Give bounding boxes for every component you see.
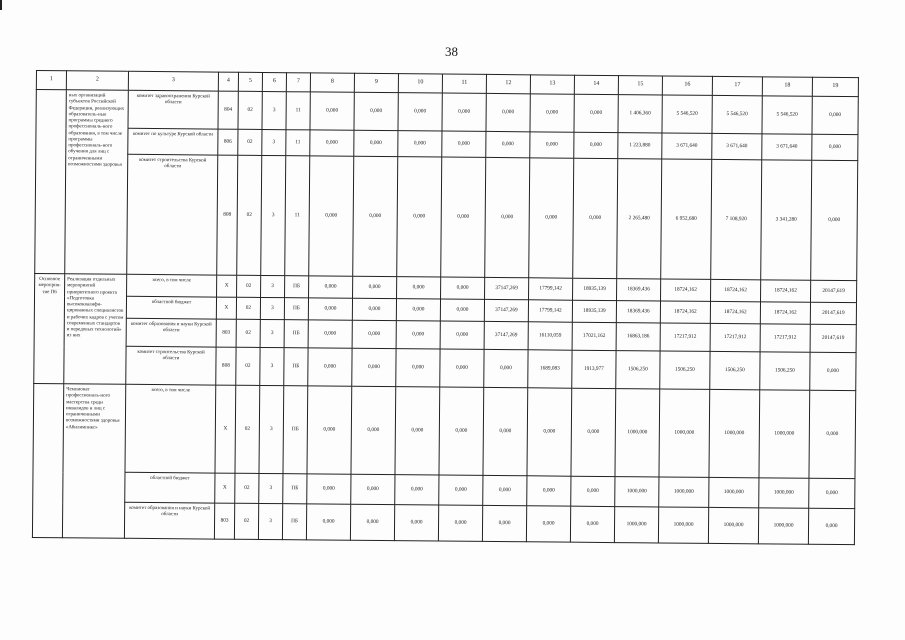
value-cell: 0,000 <box>808 508 854 544</box>
value-cell: 0,000 <box>530 94 574 132</box>
value-cell: 0,000 <box>308 298 352 320</box>
value-cell: 0,000 <box>308 320 352 348</box>
header-cell: 14 <box>574 75 618 94</box>
value-cell: 3 671,640 <box>712 133 762 159</box>
header-cell: 15 <box>618 76 662 95</box>
value-cell: 18369,436 <box>616 301 660 323</box>
value-cell: 0,000 <box>486 131 530 157</box>
value-cell: 0,000 <box>353 156 398 276</box>
value-cell: 02 <box>236 297 260 319</box>
value-cell: ПБ <box>283 386 308 474</box>
value-cell: 18724,162 <box>710 301 760 323</box>
value-cell: 0,000 <box>310 92 354 130</box>
value-cell: 18724,162 <box>760 302 810 324</box>
value-cell: ПБ <box>284 348 308 386</box>
line-item-label: комитет образования и науки Курской области <box>124 502 214 539</box>
header-cell: 1 <box>36 71 66 90</box>
value-cell: ПБ <box>285 276 309 298</box>
value-cell: 3 341,280 <box>761 160 812 280</box>
value-cell: 11 <box>285 156 310 276</box>
value-cell: 5 546,520 <box>712 95 762 133</box>
value-cell: 808 <box>216 347 236 385</box>
value-cell: 16863,186 <box>616 323 660 351</box>
value-cell: 0,000 <box>308 348 352 386</box>
line-item-label: всего, в том числе <box>125 384 216 473</box>
value-cell: ПБ <box>283 474 307 504</box>
value-cell: 1000,000 <box>709 477 759 507</box>
page-number: 38 <box>445 44 458 59</box>
value-cell: 1913,977 <box>572 350 616 388</box>
table-row <box>33 383 856 478</box>
table-row <box>35 154 858 281</box>
measure-description: Чемпионат профессиональ-ного мастерства среди инвалидов и лиц с ограниченными возможностями здоровья «Абилимпикс» <box>62 384 125 539</box>
value-cell: 0,000 <box>527 476 571 506</box>
value-cell: 0,000 <box>526 506 570 542</box>
value-cell: 0,000 <box>352 298 396 320</box>
value-cell: 0,000 <box>529 158 574 278</box>
value-cell: 11 <box>286 130 310 156</box>
value-cell: 1 406,360 <box>618 95 662 133</box>
value-cell: 803 <box>214 503 234 539</box>
value-cell: 1506,250 <box>616 351 660 389</box>
value-cell: 1689,083 <box>528 350 572 388</box>
value-cell: 3 <box>262 129 286 155</box>
value-cell: 1000,000 <box>615 389 660 477</box>
header-cell: 12 <box>486 74 530 93</box>
value-cell: 0,000 <box>352 348 396 386</box>
value-cell: 1000,000 <box>709 389 760 477</box>
value-cell: 0,000 <box>438 505 482 541</box>
value-cell: 0,000 <box>812 96 858 134</box>
header-cell: 4 <box>218 72 238 91</box>
value-cell: 20147,619 <box>810 302 856 324</box>
budget-table <box>32 70 859 545</box>
value-cell: 11 <box>286 92 310 130</box>
value-cell: 0,000 <box>440 321 484 349</box>
value-cell: 18724,162 <box>761 280 811 302</box>
header-cell: 11 <box>442 74 486 93</box>
value-cell: 3 671,640 <box>762 134 812 160</box>
value-cell: 0,000 <box>483 387 528 475</box>
value-cell: 0,000 <box>442 131 486 157</box>
value-cell: 0,000 <box>483 475 527 505</box>
value-cell: 0,000 <box>396 349 440 387</box>
value-cell: 0,000 <box>398 93 442 131</box>
value-cell: 806 <box>218 129 238 155</box>
value-cell: 3 <box>259 473 283 503</box>
value-cell: 6 952,680 <box>661 159 712 279</box>
value-cell: 808 <box>217 155 238 275</box>
value-cell: 0,000 <box>530 132 574 158</box>
value-cell: 16110,059 <box>528 322 572 350</box>
line-item-label: комитет здравоохранения Курской области <box>128 90 218 129</box>
value-cell: 0,000 <box>811 160 858 280</box>
value-cell: 0,000 <box>527 388 572 476</box>
value-cell: ПБ <box>284 298 308 320</box>
value-cell: 3 <box>262 91 286 129</box>
value-cell: 1000,000 <box>708 507 758 543</box>
value-cell: X <box>215 473 235 503</box>
value-cell: X <box>215 385 236 473</box>
value-cell: 02 <box>234 503 258 539</box>
value-cell: 2 265,480 <box>617 159 662 279</box>
value-cell: 1506,250 <box>660 351 710 389</box>
value-cell: 20147,619 <box>811 280 857 302</box>
value-cell: 37147,269 <box>484 321 528 349</box>
value-cell: 1000,000 <box>615 477 659 507</box>
value-cell: 5 546,520 <box>762 96 812 134</box>
value-cell: 0,000 <box>395 475 439 505</box>
value-cell: 3 <box>260 297 284 319</box>
value-cell: 0,000 <box>809 390 856 478</box>
value-cell: 0,000 <box>439 475 483 505</box>
value-cell: 17021,162 <box>572 322 616 350</box>
value-cell: 18935,139 <box>572 300 616 322</box>
value-cell: 0,000 <box>570 506 614 542</box>
empty-cell <box>35 90 67 274</box>
value-cell: 18724,162 <box>711 279 761 301</box>
value-cell: 17799,142 <box>529 278 573 300</box>
value-cell: 804 <box>218 91 238 129</box>
header-cell: 7 <box>286 73 310 92</box>
value-cell: 0,000 <box>353 276 397 298</box>
value-cell: 0,000 <box>485 157 530 277</box>
header-cell: 17 <box>712 76 762 95</box>
value-cell: 0,000 <box>571 476 615 506</box>
scan-edge-mark <box>0 0 2 10</box>
value-cell: 17217,912 <box>760 324 810 352</box>
value-cell: 02 <box>235 473 259 503</box>
header-cell: 16 <box>662 76 712 95</box>
value-cell: 37147,269 <box>485 277 529 299</box>
value-cell: 0,000 <box>354 92 398 130</box>
value-cell: X <box>217 275 237 297</box>
value-cell: 0,000 <box>812 134 858 160</box>
value-cell: 02 <box>236 319 260 347</box>
value-cell: 5 546,520 <box>662 95 712 133</box>
value-cell: 1000,000 <box>759 478 809 508</box>
measure-description: ных организаций субъектов Российской Федерации, реализующих образователь-ные программы среднего профессиональ-ного образования, в том числе программы профессиональ-ного обучения для лиц с ограниченными возможностями здоровья <box>65 90 129 275</box>
value-cell: 0,000 <box>307 386 352 474</box>
value-cell: 0,000 <box>394 505 438 541</box>
header-cell: 19 <box>812 77 858 96</box>
main-measure-label: Основное мероприя-тие П6 <box>34 273 65 383</box>
value-cell: 0,000 <box>442 93 486 131</box>
value-cell: 1 223,880 <box>618 133 662 159</box>
value-cell: 0,000 <box>440 299 484 321</box>
value-cell: 0,000 <box>309 276 353 298</box>
value-cell: 0,000 <box>573 158 618 278</box>
value-cell: ПБ <box>284 320 308 348</box>
value-cell: 02 <box>237 275 261 297</box>
value-cell: 0,000 <box>439 387 484 475</box>
value-cell: 0,000 <box>810 352 856 390</box>
line-item-label: комитет строительства Курской области <box>126 346 216 385</box>
value-cell: 0,000 <box>398 131 442 157</box>
value-cell: 0,000 <box>395 387 440 475</box>
value-cell: 3 <box>259 385 284 473</box>
header-cell: 18 <box>762 77 812 96</box>
value-cell: 1000,000 <box>658 507 708 543</box>
value-cell: 02 <box>236 347 260 385</box>
value-cell: 0,000 <box>809 478 855 508</box>
header-cell: 10 <box>398 74 442 93</box>
value-cell: 3 <box>260 319 284 347</box>
value-cell: 7 108,920 <box>711 159 762 279</box>
value-cell: 0,000 <box>352 320 396 348</box>
value-cell: 3 671,640 <box>662 133 712 159</box>
value-cell: 18724,162 <box>660 301 710 323</box>
value-cell: 1506,250 <box>760 352 810 390</box>
value-cell: 02 <box>237 155 262 275</box>
value-cell: 1506,250 <box>710 351 760 389</box>
value-cell: 0,000 <box>396 299 440 321</box>
header-cell: 9 <box>354 73 398 92</box>
empty-cell <box>32 383 63 537</box>
table-row <box>32 501 854 544</box>
header-cell: 2 <box>66 71 128 91</box>
value-cell: 1000,000 <box>758 508 808 544</box>
value-cell: 3 <box>261 275 285 297</box>
value-cell: 0,000 <box>440 349 484 387</box>
value-cell: 02 <box>235 385 260 473</box>
value-cell: 1000,000 <box>759 390 810 478</box>
value-cell: 02 <box>238 129 262 155</box>
value-cell: 18369,436 <box>617 279 661 301</box>
header-cell: 13 <box>530 75 574 94</box>
value-cell: 3 <box>258 503 282 539</box>
value-cell: 0,000 <box>354 130 398 156</box>
value-cell: 0,000 <box>574 94 618 132</box>
value-cell: 0,000 <box>571 388 616 476</box>
value-cell: 0,000 <box>307 474 351 504</box>
header-cell: 3 <box>128 71 218 91</box>
value-cell: 3 <box>260 347 284 385</box>
line-item-label: комитет по культуре Курской области <box>128 128 218 155</box>
value-cell: 0,000 <box>484 349 528 387</box>
value-cell: 0,000 <box>350 504 394 540</box>
value-cell: 1000,000 <box>659 477 709 507</box>
line-item-label: областной бюджет <box>126 296 216 319</box>
value-cell: 0,000 <box>310 130 354 156</box>
value-cell: 0,000 <box>309 156 354 276</box>
value-cell: 0,000 <box>306 504 350 540</box>
value-cell: 17217,912 <box>710 323 760 351</box>
value-cell: 0,000 <box>396 321 440 349</box>
value-cell: 3 <box>261 155 286 275</box>
value-cell: 0,000 <box>351 474 395 504</box>
value-cell: 17799,142 <box>528 300 572 322</box>
value-cell: 17217,912 <box>660 323 710 351</box>
value-cell: 1000,000 <box>659 389 710 477</box>
value-cell: 1000,000 <box>614 507 658 543</box>
value-cell: 37147,269 <box>484 299 528 321</box>
header-cell: 8 <box>310 73 354 92</box>
value-cell: 0,000 <box>441 277 485 299</box>
value-cell: 0,000 <box>486 93 530 131</box>
value-cell: 18935,139 <box>573 278 617 300</box>
value-cell: 02 <box>238 91 262 129</box>
value-cell: ПБ <box>282 504 306 540</box>
value-cell: 18724,162 <box>661 279 711 301</box>
line-item-label: комитет образования и науки Курской области <box>126 318 216 347</box>
line-item-label: всего, в том числе <box>127 274 217 297</box>
line-item-label: областной бюджет <box>125 472 215 503</box>
header-cell: 6 <box>262 72 286 91</box>
value-cell: 0,000 <box>351 386 396 474</box>
value-cell: X <box>216 297 236 319</box>
line-item-label: комитет строительства Курской области <box>127 154 218 275</box>
value-cell: 803 <box>216 319 236 347</box>
value-cell: 0,000 <box>574 132 618 158</box>
value-cell: 0,000 <box>397 157 442 277</box>
value-cell: 20147,619 <box>810 324 856 352</box>
value-cell: 0,000 <box>397 277 441 299</box>
value-cell: 0,000 <box>441 157 486 277</box>
value-cell: 0,000 <box>482 505 526 541</box>
measure-description: Реализация отдельных мероприятий приоритетного проекта «Подготовка высококвалифи-цированных специалистов и рабочих кадров с учетом современных стандартов и передовых технологий» из них <box>64 274 127 385</box>
header-cell: 5 <box>238 72 262 91</box>
